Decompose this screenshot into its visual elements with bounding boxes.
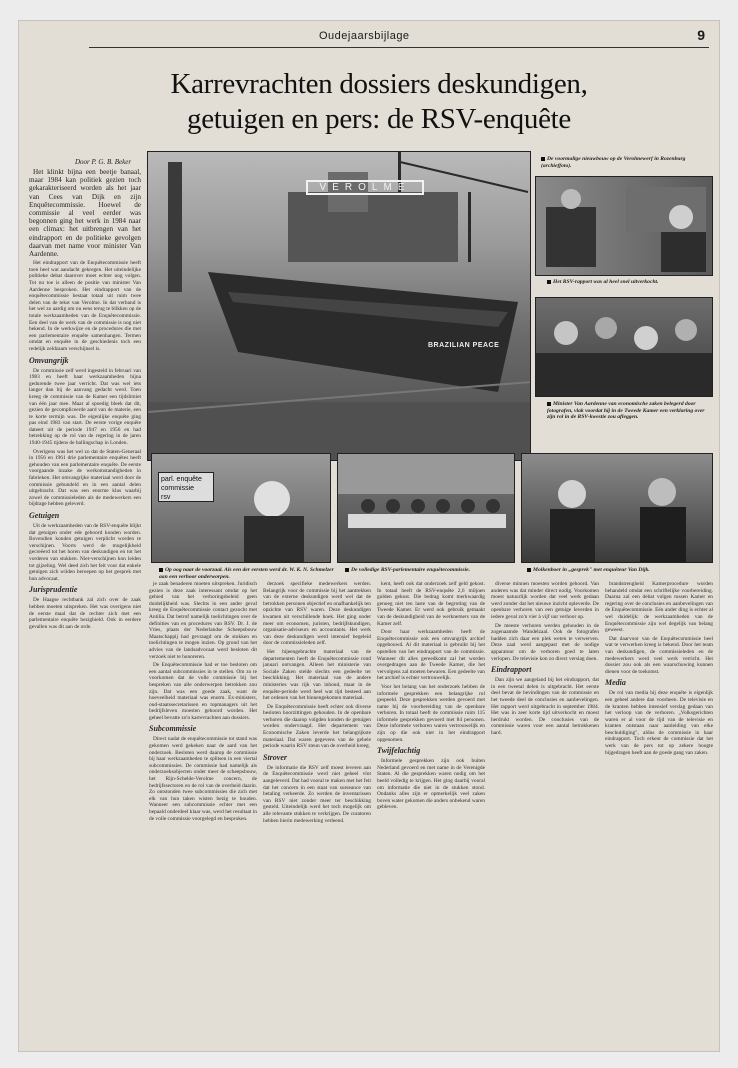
page-number: 9	[697, 27, 705, 43]
witness-illustration	[152, 454, 331, 563]
caption-commission: De volledige RSV-parlementaire enquêtecommissie.	[345, 567, 515, 574]
subhead-media: Media	[605, 678, 626, 688]
body-paragraph: De meeste verhoren werden gehouden in de zogenaamde Wandelzaal. Ook de fotografen hadden zich daar een plek weten te verwerven. Deze zaal werd aangepast met de nodige apparatuur om de verhoren goed te laten verlopen. De televisie kon zo direct verslag doen.	[491, 622, 599, 662]
column-3	[263, 581, 371, 1045]
journalists-photo	[521, 453, 713, 563]
subhead-twijfelachtig: Twijfelachtig	[377, 746, 421, 756]
body-paragraph: Dan zijn we aangeland bij het eindrapport, dat in een tweetal delen is uitgebracht. Het eerste deel bevat de bevindingen van de commissie en het tweede deel de conclusies en aanbevelingen. Het rapport werd uitgebracht in september 1984. Het was in zeer korte tijd uitverkocht en moest herdrukt worden. De conclusies van de commissie waren voor een aantal betrokkenen hard.	[491, 677, 599, 736]
column-4	[377, 581, 485, 1045]
body-paragraph: De commissie zelf werd ingesteld in februari van 1983 en heeft haar werkzaamheden bijna gedurende twee jaar verricht. Dat was wel iets langer dan bij de aanvang gedacht werd. Toen kreeg de commissie van de Kamer een tijdslimiet van één jaar mee. Maar al spoedig bleek dat dit, gezien de gecompliceerde aard van de materie, een te korte termijn was. De eigenlijke enquête ging pas eind 1983 van start. De eerste vorige enquête dateert uit de periode 1947 en 1956 en had betrekking op de rol van de regering in de jaren 1940-1945 tijdens de ballingschap in Londen.	[29, 367, 141, 447]
bullet-square	[159, 568, 163, 572]
report-photo	[535, 176, 713, 276]
bullet-square	[547, 402, 551, 406]
body-paragraph: Het bijeengebrachte materiaal van de departementen heeft de Enquêtecommissie rond januari ontvangen. Alleen het ministerie van Sociale Zaken stelde slechts een gedeelte ter beschikking. Het materiaal van de andere ministeries was rijk van inhoud, maar in de enquête-periode werd heel wat tijd besteed aan het ordenen van het binnengekomen materiaal.	[263, 648, 371, 702]
column-2	[149, 581, 257, 1045]
bullet-square	[547, 280, 551, 284]
press-illustration	[536, 298, 713, 397]
caption-minister: Minister Van Aardenne van economische zaken belegerd door fotografen, vlak voordat hij in de Tweede Kamer een verklaring over zijn rol in de RSV-kwestie zou afleggen.	[547, 401, 705, 421]
body-paragraph: Door haar werkzaamheden heeft de Enquêtecommissie ook een omvangrijk archief opgebouwd. Al dit materiaal is gebruikt bij het opstellen van het eindrapport van de commissie. Wanneer dit alles gereedkomt zal het worden overgedragen aan de Tweede Kamer, die het vervolgens zal moeten bewaren. Een gedeelte van het archief is echter vertrouwelijk.	[377, 629, 485, 682]
verolme-sign: VEROLME	[306, 180, 424, 195]
body-paragraph: De Haagse rechtbank zal zich over de zaak hebben moeten uitspreken. Het was overigens niet de eerste maal dat de rechter zich met een parlementaire enquête bezighield. Ook in eerdere gevallen was dit aan de orde.	[29, 597, 141, 630]
ship-name-label: BRAZILIAN PEACE	[428, 342, 500, 349]
lede-paragraph: Het klinkt bijna een beetje banaal, maar 1984 kan politiek gezien toch gekarakteriseerd worden als het jaar van Cees van Dijk en zijn Enquêtecommissie. Hoewel de commissie al veel eerder was begonnen ging het werk in 1984 naar een climax: het uitbrengen van het eindrapport en de politieke gevolgen daarvan met name voor minister Van Aardenne.	[29, 168, 141, 259]
body-paragraph: Dat daarvoor van de Enquêtecommissie heel wat te verwerken kreeg is bekend. Door het team van deskundigen, de commissieleden en de medewerkers werd veel werk verricht. Het dossier zou ook als een waarschuwing kunnen dienen voor de toekomst.	[605, 635, 713, 675]
body-paragraph: Voor het belang van het onderzoek hebben de informele gesprekken een belangrijke rol gespeeld. Deze gesprekken werden gevoerd met name bij de voorbereiding van de openbare verhoren. In totaal heeft de commissie ruim 115 informele gesprekken gevoerd met 84 personen. Deze informele verhoren waren vertrouwelijk en zijn op die ook niet in het eindrapport opgenomen.	[377, 683, 485, 743]
caption-journalists: Molkenboer in „gesprek" met enquêteur Van Dijk.	[527, 567, 713, 574]
body-paragraph: Uit de werkzaamheden van de RSV-enquête blijkt dat getuigen onder ede gehoord konden worden. Bovendien konden getuigen verplicht worden te verschijnen. Voorts werd de mogelijkheid gecreëerd tot het horen van deskundigen en tot het vorderen van stukken. Niet-verschijnen kon leiden tot gijzeling. Wel deed zich het feit voor dat enkele getuigen zich wilden beroepen op het gesprek met hun advocaat.	[29, 523, 141, 582]
shipyard-photo	[147, 151, 531, 461]
header-rule	[89, 47, 709, 48]
column-5	[491, 581, 599, 1045]
subhead-strover: Strover	[263, 752, 287, 762]
section-header: Oudejaarsbijlage	[319, 30, 410, 42]
minister-photo	[535, 297, 713, 397]
caption-witness: Op oog naar de voorzaal. Als een der eersten werd dr. W. K. N. Schmelzer aan een verhoor onderworpen.	[159, 567, 334, 580]
headline-line-1: Karrevrachten dossiers deskundigen,	[170, 68, 588, 100]
body-paragraph: brandstrengheid Kamerprocedure worden behandeld omdat een schriftelijke voorbereiding. Daarna zal een debat volgen tussen Kamer en regering over de conclusies en aanbevelingen van de Enquêtecommissie. Eén ander ding is echter al wel duidelijk: de werkzaamheden van de Enquêtecommissie zijn wel degelijk van belang geweest.	[605, 581, 713, 634]
body-paragraph: Direct nadat de enquêtecommissie tot stand was gekomen werd gekeken naar de aard van het onderzoek. Besloten werd daarop de commissie bij haar werkzaamheden te splitsen in een viertal subcommissies. De commissie had namelijk als onderzoeksobjecten onder meer de scheepsbouw, het Rijn-Schelde-Verolme concern, de bedrijfssectoren en de rol van de overheid daarin. Zo ontstonden twee subcommissies die zich met elk van hun taken wisten bezig te houden. Wanneer een subcommissie echter met een bepaald onderdeel klaar was, werd het resultaat in de volle commissie voorgelegd en besproken.	[149, 736, 257, 822]
subhead-omvangrijk: Omvangrijk	[29, 355, 69, 365]
body-paragraph: De Enquêtecommissie had er toe besloten om een aantal subcommissies in te stellen. Om zo te voorkomen dat de volle commissie bij het bespreken van alle onderwerpen betrokken zou zijn. Dat was een goede zaak, want de hoeveelheid materiaal was enorm. Ex-ministers, oud-staatssecretarissen en topmanagers uit het bedrijfsleven moesten gehoord worden. Het geheel bevatte zo'n karrevrachten aan dossiers.	[149, 662, 257, 721]
shipyard-illustration	[148, 152, 531, 461]
subhead-getuigen: Getuigen	[29, 511, 60, 521]
body-paragraph: je zaak benaderen moeten uitspreken. Juridisch gezien is deze zaak interessant omdat op het gebied van het verhoringsbeleid geen duidelijkheid was. Slechts in een ander geval kreeg de Enquêtecommissie contact gezocht met Antilia. Dat betrof namelijk toelichtingen over de definities van en procedures van RSV. Dr. J. de Vries, plaats der Nederlandse Scheepsbouw Maatschappij had gevraagd om de stukken en toelichtingen te mogen inzien. Op grond van het advies van de landsadvocaat werd besloten dit verzoek niet te honoreren.	[149, 581, 257, 660]
body-paragraph: Overigens was het wel zo dat de Staten-Generaal in 1956 en 1961 drie parlementaire enquêtes heeft gehouden van een parlementaire enquête. De eerste voorgaande inzake de werkomstandigheden in fabrieken. Het omvangrijke materiaal werd door de commissie gebundeld en in een aantal delen uitgebracht. Dat was een enorme klus waarbij zowel de commissieleden als de medewerkers een bijdrage hebben geleverd.	[29, 448, 141, 508]
subhead-subcommissie: Subcommissie	[149, 724, 197, 734]
commission-photo	[337, 453, 515, 563]
subhead-eindrapport: Eindrapport	[491, 665, 532, 675]
enquete-sign: parl. enquête commissie rsv	[158, 472, 214, 502]
bullet-square	[345, 568, 349, 572]
headline-line-2: getuigen en pers: de RSV-enquête	[187, 103, 571, 135]
office-illustration	[536, 177, 713, 276]
caption-shipyard: De voormalige nieuwbouw op de Verolmewerf in Rozenburg (archieffoto).	[541, 156, 686, 169]
body-paragraph: diverse minnen moesten worden gehoord. Van anderen was dat minder direct nodig. Voorkomen moest natuurlijk worden dat veel werk gedaan werd zonder dat het nieuwe inzicht opleverde. De openbare verhoren van een getuige leverden in iedere geval zo'n vier à vijf uur verhoor op.	[491, 581, 599, 620]
commission-illustration	[338, 454, 515, 563]
bullet-square	[541, 157, 545, 161]
body-paragraph: De informatie die RSV zelf moest leveren aan de Enquêtecommissie werd niet geheel vlot aangeleverd. Dat had vooral te maken met het feit dat het concern in een staat van surseance van betaling verkeerde. Zo werden de inventarissen van RSV niet zonder meer ter beschikking gesteld. Uiteindelijk werd het toch mogelijk om alle relevante stukken te verkrijgen. De curatoren hebben hierin medewerking verleend.	[263, 764, 371, 824]
body-paragraph: De Enquêtecommissie heeft echter ook diverse besloten hoorzittingen gehouden. In de openbare verhoren die daarop volgden konden de getuigen worden ondervraagd. Het departement van Economische Zaken leverde het belangrijkste materiaal. Dat waren gegevens van de gehele periode waarin RSV steun van de overheid kreeg.	[263, 703, 371, 750]
body-paragraph: kent, heeft ook dat onderzoek zelf geld gekost. In totaal heeft de RSV-enquête 2,6 miljoen gulden gekost. Die bedrag komt merkwaardig genoeg niet ten laste van de begroting van de Tweede Kamer. Er werd ook gebruik gemaakt van de deskundigheid van de werknemers van de Kamer zelf.	[377, 581, 485, 627]
body-paragraph: Het eindrapport van de Enquêtecommissie heeft toen heel wat aandacht gekregen. Het uiteindelijke politieke debat daarover moet echter nog volgen. Tot nu toe is alleen de positie van minister Van Aardenne besproken. Het eindrapport van de enquêtecommissie bestaat totaal uit ruim twee delen van de tekst van Verolme. In dat verband is het wel zo aardig om nu eens terug te blikken op de totale werkzaamheden van de Enquêtecommissie. Een deel van de werk van de commissie is nog niet bekend. In de werkwijze en de procedures die met een parlementaire enquête samenhangen. Termen omdat en enquête in de geschiedenis toch een redelijk zeldzaam verschijnsel is.	[29, 260, 141, 352]
body-paragraph: derzoek specifieke medewerkers werden. Belangrijk voor de commissie bij het aantrekken van de externe deskundigen werd wel dat de betrokken personen objectief en onafhankelijk ten opzichte van RSV waren. Deze deskundigen kwamen uit verschillende hoek. Het ging onder meer om economen, juristen, bedrijfskundigen, organisatie-adviseurs en accountants. Het werk van deze deskundigen werd intensief begeleid door de commissieleden zelf.	[263, 581, 371, 647]
byline: Door P. G. B. Beker	[75, 158, 132, 166]
newspaper-page	[18, 20, 720, 1052]
journalists-illustration	[522, 454, 713, 563]
body-paragraph: De rol van media bij deze enquête is eigenlijk een geheel andere dan voorheen. De televisie en de kranten hebben intensief verslag gedaan van het verloop van de verhoren. „Volksgerichten waren er al voor de tijd van de televisie en kranten ontstaan naar aanleiding van elke beschuldiging", aldus de commissie in haar eindrapport. Toch erkent de commissie dat het werk van de pers tot op zekere hoogte bijgedragen heeft aan de goede gang van zaken.	[605, 690, 713, 756]
subhead-jurisprudentie: Jurisprudentie	[29, 585, 78, 595]
column-1	[29, 168, 141, 1045]
witness-photo	[151, 453, 331, 563]
bullet-square	[527, 568, 531, 572]
column-6	[605, 581, 713, 1045]
caption-report: Het RSV-rapport was al heel snel uitverkocht.	[547, 279, 713, 286]
body-paragraph: Informele gesprekken zijn ook buiten Nederland gevoerd en met name in de Verenigde Staten. Al die gesprekken waren nodig om het beeld volledig te krijgen. Het ging daarbij vooral om informatie die niet in de stukken stond. Ondanks alles zijn er opmerkelijk veel zaken boven water gekomen die anders onbekend waren gebleven.	[377, 758, 485, 811]
